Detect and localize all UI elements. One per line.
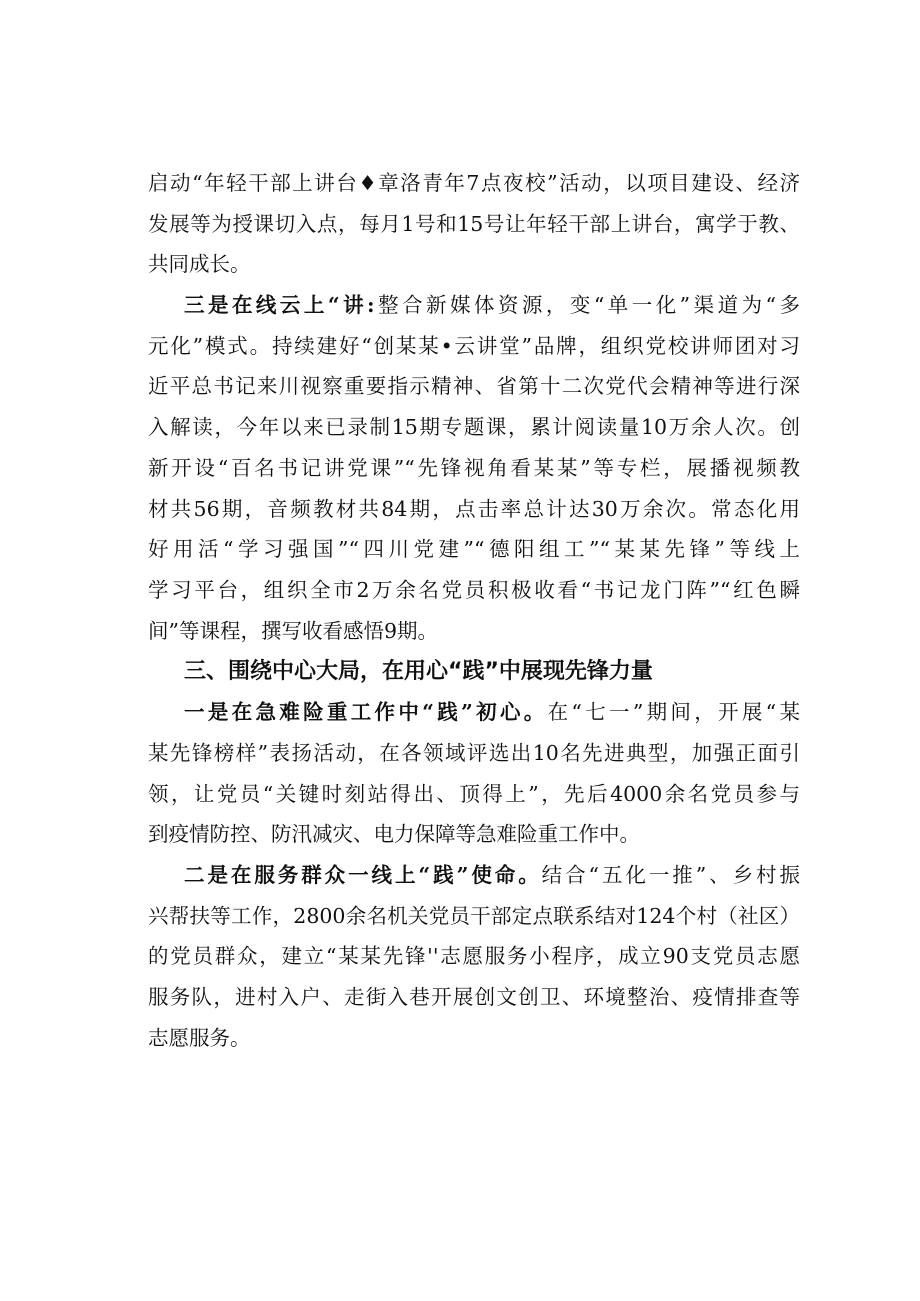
section-heading: 三、围绕中心大局，在用心“践”中展现先锋力量	[184, 659, 653, 685]
text-span: 整合新媒体资源，变“单一化”渠道为“多	[374, 293, 800, 318]
text-line: 学习平台，组织全市2万余名党员积极收看“书记龙门阵”“红色瞬	[148, 577, 800, 602]
text-line: 间”等课程，撰写收看感悟9期。	[148, 618, 439, 643]
paragraph-emergency-work	[148, 692, 800, 855]
text-line: 入解读，今年以来已录制15期专题课，累计阅读量10万余人次。创	[148, 415, 800, 440]
text-line: 启动“年轻干部上讲台♦章洛青年7点夜校”活动，以项目建设、经济	[148, 171, 800, 195]
paragraph-online-lecture	[148, 285, 800, 651]
text-line: 材共56期，音频教材共84期，点击率总计达30万余次。常态化用	[148, 496, 800, 521]
text-line: 共同成长。	[148, 252, 251, 277]
text-line: 某先锋榜样”表扬活动，在各领域评选出10名先进典型，加强正面引	[148, 740, 800, 765]
text-span: 结合“五化一推”、乡村振	[541, 863, 800, 887]
paragraph-lead: 三是在线云上“讲:	[184, 293, 375, 318]
text-line: 志愿服务。	[148, 1025, 251, 1050]
paragraph-lead: 二是在服务群众一线上“践”使命。	[184, 863, 542, 887]
text-span: 在“七一”期间，开展“某	[547, 700, 800, 725]
text-line	[148, 692, 800, 733]
text-line: 元化”模式。持续建好“创某某•云讲堂”品牌，组织党校讲师团对习	[148, 333, 800, 358]
text-line	[148, 855, 800, 896]
text-line: 领，让党员“关键时刻站得出、顶得上”，先后4000余名党员参与	[148, 781, 800, 806]
document-body	[148, 163, 800, 1058]
paragraph-lead: 一是在急难险重工作中“践”初心。	[184, 700, 548, 725]
text-line: 好用活“学习强国”“四川党建”“德阳组工”“某某先锋”等线上	[148, 537, 800, 562]
text-line: 发展等为授课切入点，每月1号和15号让年轻干部上讲台，寓学于教、	[148, 211, 800, 236]
text-line: 兴帮扶等工作，2800余名机关党员干部定点联系结对124个村（社区）	[148, 903, 800, 928]
paragraph-youth-lecture	[148, 163, 800, 285]
text-line: 服务队，进村入户、走街入巷开展创文创卫、环境整治、疫情排查等	[148, 985, 800, 1010]
text-line	[148, 285, 800, 326]
text-line: 到疫情防控、防汛减灾、电力保障等急难险重工作中。	[148, 822, 640, 847]
text-line: 新开设“百名书记讲党课”“先锋视角看某某”等专栏，展播视频教	[148, 455, 800, 480]
text-line: 近平总书记来川视察重要指示精神、省第十二次党代会精神等进行深	[148, 374, 800, 399]
paragraph-serve-masses	[148, 855, 800, 1058]
text-line: 的党员群众，建立“某某先锋''志愿服务小程序，成立90支党员志愿	[148, 944, 800, 969]
